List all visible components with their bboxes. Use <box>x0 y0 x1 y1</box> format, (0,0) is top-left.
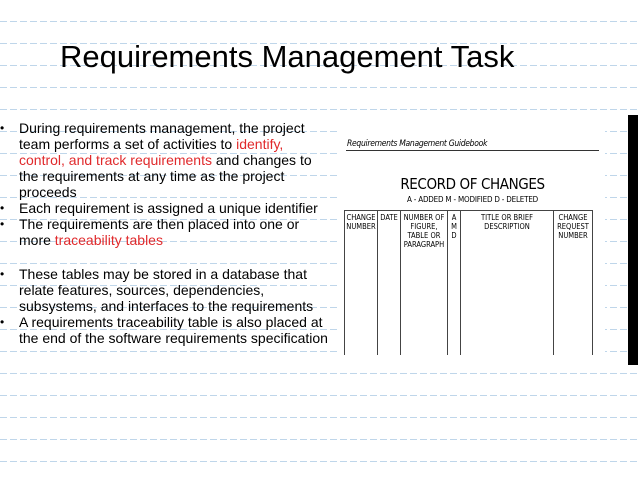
bullet-text: A requirements traceability table is also placed at the end of the software requirements specification <box>19 314 328 346</box>
table-row <box>345 211 593 356</box>
bullet-icon: • <box>0 315 5 329</box>
bullet-item <box>0 200 330 216</box>
figure-header: Requirements Management Guidebook <box>347 139 488 149</box>
column-date: DATE <box>378 211 401 356</box>
figure-legend: A - ADDED M - MODIFIED D - DELETED <box>406 195 539 204</box>
column-figure-number: NUMBER OF FIGURE, TABLE OR PARAGRAPH <box>401 211 448 356</box>
bullet-icon: • <box>0 217 5 231</box>
bullet-text: These tables may be stored in a database that relate features, sources, dependencies, subsystems, and interfaces to the requirements <box>19 266 314 314</box>
bullet-highlight: identify, control, and track requirements <box>19 136 284 168</box>
record-table <box>344 210 593 355</box>
column-change-request: CHANGE REQUEST NUMBER <box>554 211 593 356</box>
bullet-text: During requirements management, the project team performs a set of activities to <box>19 120 305 152</box>
bullet-highlight: traceability tables <box>54 232 163 248</box>
bullet-list <box>0 120 330 346</box>
bullet-text-after: and changes to the requirements at any time as the project proceeds <box>19 152 312 200</box>
column-change-number: CHANGE NUMBER <box>345 211 378 356</box>
figure-divider <box>346 150 599 151</box>
bullet-text: Each requirement is assigned a unique identifier <box>19 200 318 216</box>
bullet-item <box>0 314 330 346</box>
bullet-icon: • <box>0 267 5 281</box>
bullet-icon: • <box>0 201 5 215</box>
bullet-item <box>0 216 330 248</box>
figure-edge-bar <box>628 115 638 365</box>
bullet-item <box>0 120 330 200</box>
bullet-item <box>0 266 330 314</box>
column-description: TITLE OR BRIEF DESCRIPTION <box>461 211 554 356</box>
slide-title: Requirements Management Task <box>60 39 515 74</box>
column-amd: A M D <box>448 211 461 356</box>
record-of-changes-figure <box>340 130 605 358</box>
bullet-icon: • <box>0 121 5 135</box>
figure-title: RECORD OF CHANGES <box>400 175 545 193</box>
bullet-text: The requirements are then placed into one or more <box>19 216 300 248</box>
